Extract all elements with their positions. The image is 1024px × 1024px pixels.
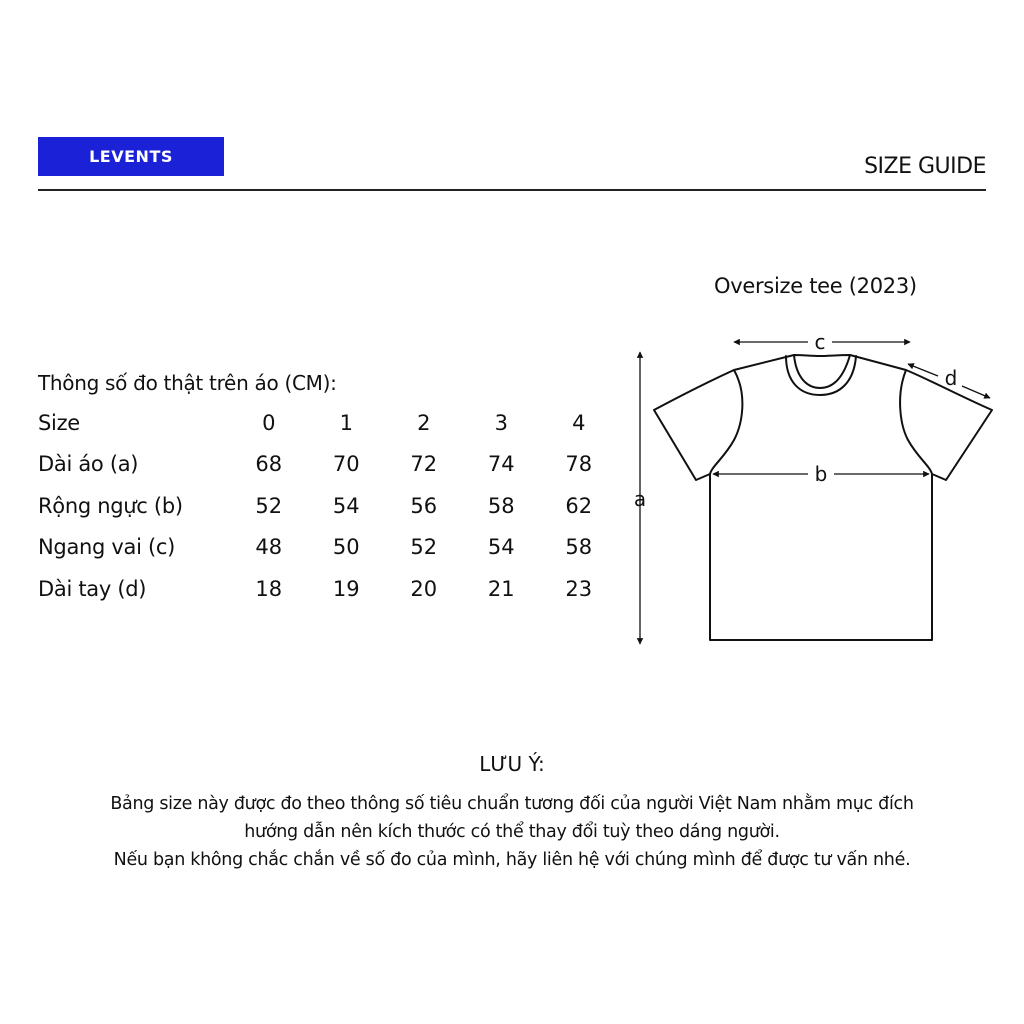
product-name: Oversize tee (2023) bbox=[714, 274, 917, 298]
label-c: c bbox=[814, 330, 826, 354]
table-caption: Thông số đo thật trên áo (CM): bbox=[38, 371, 337, 395]
table-cell: 58 bbox=[487, 493, 515, 518]
header-divider bbox=[38, 189, 986, 191]
table-row bbox=[38, 444, 618, 486]
note-title: LƯU Ý: bbox=[479, 752, 545, 776]
table-cell: 58 bbox=[565, 535, 593, 560]
size-header-row bbox=[38, 402, 618, 444]
note-line: hướng dẫn nên kích thước có thể thay đổi tuỳ theo dáng người. bbox=[244, 822, 780, 842]
note-block bbox=[0, 752, 1024, 874]
table-cell: 20 bbox=[410, 576, 438, 601]
row-label: Ngang vai (c) bbox=[38, 535, 176, 560]
table-cell: 18 bbox=[255, 576, 283, 601]
table-cell: 50 bbox=[332, 535, 360, 560]
label-a: a bbox=[633, 487, 647, 511]
table-row bbox=[38, 527, 618, 569]
size-0: 0 bbox=[262, 410, 276, 435]
table-cell: 68 bbox=[255, 452, 283, 477]
table-row bbox=[38, 568, 618, 610]
table-cell: 78 bbox=[565, 452, 593, 477]
table-cell: 62 bbox=[565, 493, 593, 518]
row-label: Rộng ngực (b) bbox=[38, 493, 183, 518]
table-cell: 54 bbox=[332, 493, 360, 518]
size-3: 3 bbox=[494, 410, 508, 435]
size-4: 4 bbox=[572, 410, 586, 435]
row-label: Dài tay (d) bbox=[38, 576, 147, 601]
table-cell: 54 bbox=[487, 535, 515, 560]
size-table bbox=[38, 402, 618, 610]
size-1: 1 bbox=[339, 410, 353, 435]
table-cell: 74 bbox=[487, 452, 515, 477]
table-cell: 23 bbox=[565, 576, 593, 601]
note-line: Bảng size này được đo theo thông số tiêu chuẩn tương đối của người Việt Nam nhằm mục đích bbox=[110, 794, 914, 814]
table-row bbox=[38, 485, 618, 527]
table-cell: 19 bbox=[332, 576, 360, 601]
note-line: Nếu bạn không chắc chắn về số đo của mình, hãy liên hệ với chúng mình để được tư vấn nhé. bbox=[113, 850, 911, 870]
row-label: Dài áo (a) bbox=[38, 452, 139, 477]
table-cell: 72 bbox=[410, 452, 438, 477]
brand-name: LEVENTS bbox=[89, 147, 173, 166]
brand-logo bbox=[38, 137, 224, 176]
page-title: SIZE GUIDE bbox=[864, 154, 986, 179]
label-d: d bbox=[944, 366, 958, 390]
table-cell: 56 bbox=[410, 493, 438, 518]
table-cell: 70 bbox=[332, 452, 360, 477]
tshirt-outline-icon bbox=[620, 320, 1000, 660]
table-cell: 48 bbox=[255, 535, 283, 560]
size-header-label: Size bbox=[38, 410, 80, 435]
table-cell: 21 bbox=[487, 576, 515, 601]
label-b: b bbox=[814, 462, 828, 486]
size-2: 2 bbox=[417, 410, 431, 435]
table-cell: 52 bbox=[255, 493, 283, 518]
table-cell: 52 bbox=[410, 535, 438, 560]
